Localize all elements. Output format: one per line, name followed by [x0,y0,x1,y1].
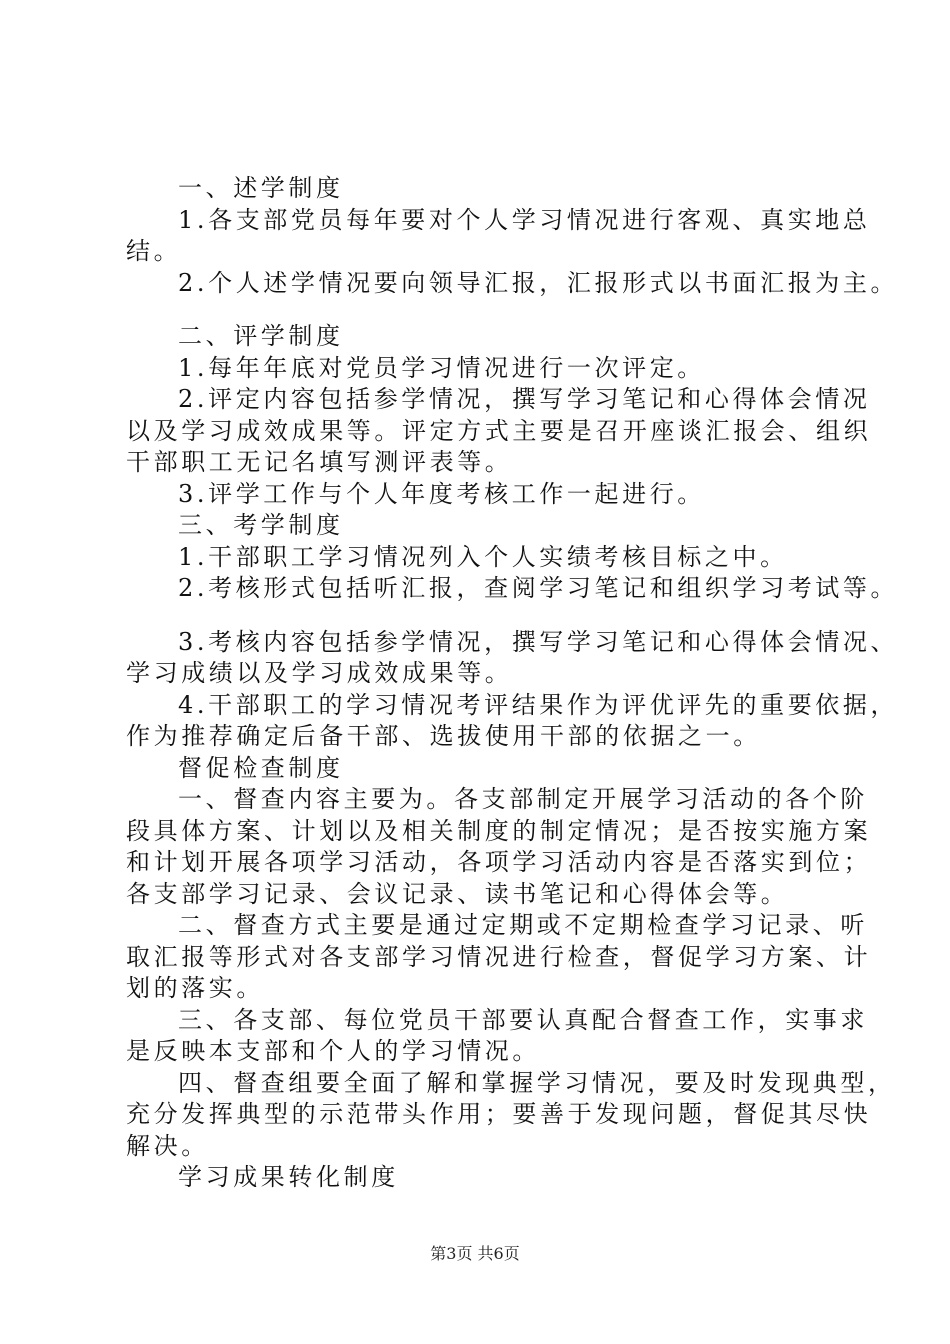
section-heading-pingxue: 二、评学制度 [178,322,344,350]
paragraph-line: 和计划开展各项学习活动，各项学习活动内容是否落实到位； [126,848,872,876]
paragraph-line: 1.每年年底对党员学习情况进行一次评定。 [178,353,705,382]
document-body [126,173,899,1194]
paragraph-line: 结。 [126,237,182,265]
paragraph-line: 以及学习成效成果等。评定方式主要是召开座谈汇报会、组织 [126,416,872,445]
paragraph-line: 二、督查方式主要是通过定期或不定期检查学习记录、听 [178,911,868,939]
paragraph-gap [126,605,854,627]
paragraph-line: 四、督查组要全面了解和掌握学习情况，要及时发现典型， [178,1068,896,1097]
paragraph-line: 三、各支部、每位党员干部要认真配合督查工作，实事求 [178,1005,868,1034]
paragraph-line: 作为推荐确定后备干部、选拔使用干部的依据之一。 [126,722,761,750]
section-heading-shuxue: 一、述学制度 [178,174,344,202]
paragraph-line: 学习成绩以及学习成效成果等。 [126,659,513,687]
paragraph-line: 取汇报等形式对各支部学习情况进行检查，督促学习方案、计 [126,942,872,971]
paragraph-line: 段具体方案、计划以及相关制度的制定情况；是否按实施方案 [126,816,872,845]
paragraph-line: 解决。 [126,1131,209,1160]
paragraph-line: 划的落实。 [126,974,264,1002]
page-number-footer: 第3页 共6页 [430,1244,520,1263]
paragraph-line: 3.评学工作与个人年度考核工作一起进行。 [178,479,705,508]
paragraph-gap [126,299,854,321]
paragraph-line: 是反映本支部和个人的学习情况。 [126,1037,540,1065]
paragraph-line: 2.评定内容包括参学情况，撰写学习笔记和心得体会情况 [178,385,871,413]
paragraph-line: 干部职工无记名填写测评表等。 [126,448,513,476]
paragraph-line: 充分发挥典型的示范带头作用；要善于发现问题，督促其尽快 [126,1100,872,1128]
paragraph-line: 各支部学习记录、会议记录、读书笔记和心得体会等。 [126,879,789,908]
section-heading-kaoxue: 三、考学制度 [178,511,344,539]
section-heading-chengguo: 学习成果转化制度 [178,1163,399,1191]
paragraph-line: 1.干部职工学习情况列入个人实绩考核目标之中。 [178,542,788,571]
paragraph-line: 2.考核形式包括听汇报，查阅学习笔记和组织学习考试等。 [178,574,899,602]
paragraph-line: 2.个人述学情况要向领导汇报，汇报形式以书面汇报为主。 [178,268,899,297]
paragraph-line: 4.干部职工的学习情况考评结果作为评优评先的重要依据， [178,690,899,719]
paragraph-line: 1.各支部党员每年要对个人学习情况进行客观、真实地总 [178,205,871,234]
paragraph-line: 一、督查内容主要为。各支部制定开展学习活动的各个阶 [178,785,868,813]
paragraph-line: 3.考核内容包括参学情况，撰写学习笔记和心得体会情况、 [178,627,899,656]
section-heading-ducu: 督促检查制度 [178,753,344,782]
